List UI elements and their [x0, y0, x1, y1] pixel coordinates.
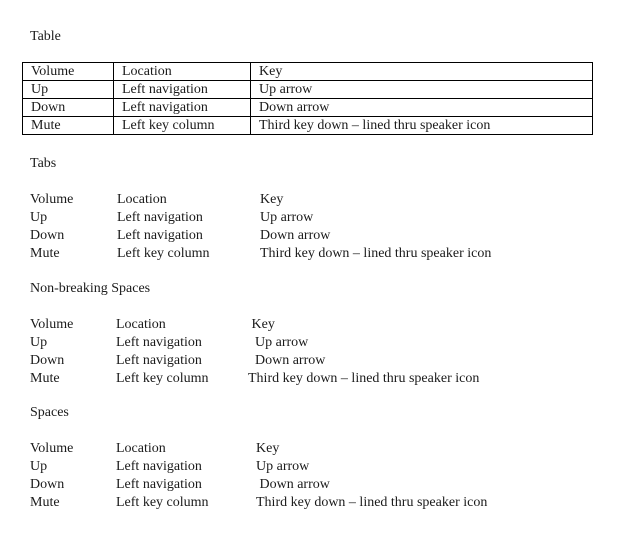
- text-row: [30, 209, 620, 227]
- nbsp-pseudo-table: [30, 316, 620, 388]
- table-cell: Left navigation: [114, 99, 251, 117]
- text-cell: Up: [30, 210, 48, 225]
- text-cell: Down: [30, 477, 65, 492]
- text-row: [30, 334, 620, 352]
- section-spaces: [30, 404, 620, 512]
- text-row: [30, 227, 620, 245]
- text-row: [30, 458, 620, 476]
- text-row: [30, 370, 620, 388]
- section-title-spaces: Spaces: [30, 405, 69, 420]
- text-cell: Key: [256, 441, 280, 456]
- table-header-cell: Location: [114, 63, 251, 81]
- text-cell: Location: [116, 317, 166, 332]
- table-cell: Down arrow: [251, 99, 593, 117]
- text-cell: Third key down – lined thru speaker icon: [248, 371, 480, 386]
- text-cell: Down arrow: [256, 477, 330, 492]
- text-cell: Left key column: [116, 371, 209, 386]
- text-cell: Volume: [30, 441, 74, 456]
- text-cell: Left navigation: [116, 353, 202, 368]
- text-cell: Up arrow: [260, 210, 314, 225]
- text-cell: Left navigation: [117, 210, 203, 225]
- table-row: [23, 81, 593, 99]
- text-cell: Left navigation: [116, 335, 202, 350]
- table-cell: Down: [23, 99, 114, 117]
- text-cell: Down: [30, 353, 65, 368]
- text-cell: Third key down – lined thru speaker icon: [260, 246, 492, 261]
- text-cell: Mute: [30, 495, 60, 510]
- table-cell: Third key down – lined thru speaker icon: [251, 117, 593, 135]
- table-cell: Left key column: [114, 117, 251, 135]
- text-cell: Down: [30, 228, 65, 243]
- table-cell: Up arrow: [251, 81, 593, 99]
- table-row: [23, 117, 593, 135]
- section-title-tabs: Tabs: [30, 156, 57, 171]
- text-cell: Mute: [30, 371, 60, 386]
- text-row: [30, 476, 620, 494]
- text-row: [30, 352, 620, 370]
- text-cell: Left navigation: [116, 477, 202, 492]
- section-table: [30, 28, 620, 135]
- text-cell: Key: [260, 192, 284, 207]
- section-title-non-breaking-spaces: Non-breaking Spaces: [30, 281, 151, 296]
- text-cell: Up arrow: [256, 459, 310, 474]
- table-row: [23, 99, 593, 117]
- text-cell: Left key column: [117, 246, 210, 261]
- text-cell: Up arrow: [248, 335, 309, 350]
- text-cell: Location: [116, 441, 166, 456]
- section-tabs: [30, 155, 620, 263]
- text-cell: Left navigation: [116, 459, 202, 474]
- table-header-row: [23, 63, 593, 81]
- text-header-row: [30, 440, 620, 458]
- text-cell: Down arrow: [248, 353, 326, 368]
- spaces-pseudo-table: [30, 440, 620, 512]
- table-cell: Left navigation: [114, 81, 251, 99]
- section-non-breaking-spaces: [30, 280, 620, 388]
- text-row: [30, 245, 620, 263]
- text-cell: Location: [117, 192, 167, 207]
- volume-keys-table: [22, 62, 593, 135]
- text-cell: Up: [30, 459, 48, 474]
- text-cell: Up: [30, 335, 48, 350]
- text-row: [30, 494, 620, 512]
- text-header-row: [30, 316, 620, 334]
- text-cell: Volume: [30, 192, 74, 207]
- text-cell: Left navigation: [117, 228, 203, 243]
- section-title-table: Table: [30, 29, 61, 44]
- text-cell: Down arrow: [260, 228, 331, 243]
- text-cell: Mute: [30, 246, 60, 261]
- table-header-cell: Volume: [23, 63, 114, 81]
- text-cell: Third key down – lined thru speaker icon: [256, 495, 488, 510]
- text-cell: Key: [248, 317, 275, 332]
- text-cell: Volume: [30, 317, 74, 332]
- text-header-row: [30, 191, 620, 209]
- tabs-pseudo-table: [30, 191, 620, 263]
- table-cell: Mute: [23, 117, 114, 135]
- table-cell: Up: [23, 81, 114, 99]
- table-header-cell: Key: [251, 63, 593, 81]
- text-cell: Left key column: [116, 495, 209, 510]
